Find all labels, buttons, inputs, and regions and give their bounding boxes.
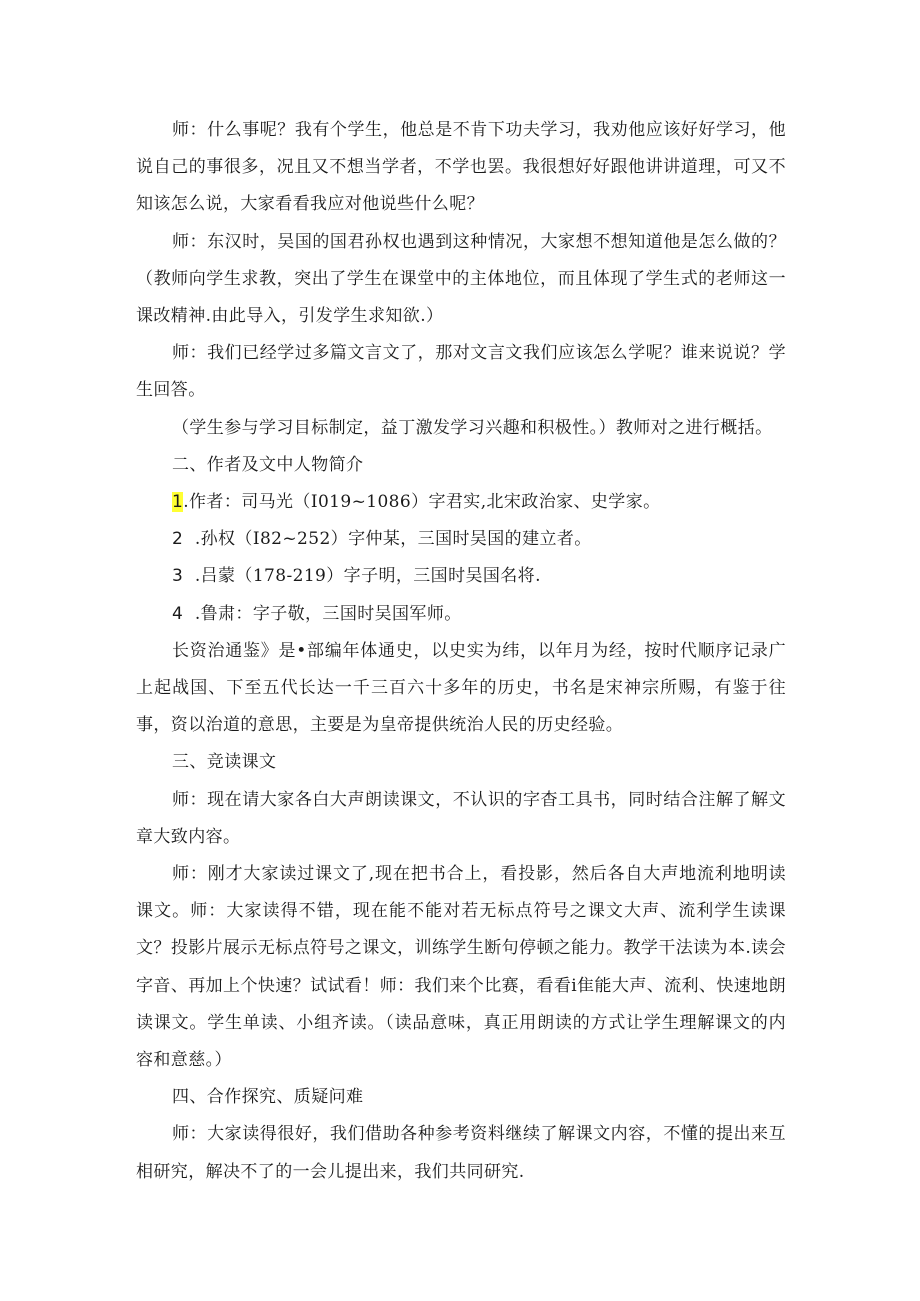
list-item-lv-meng bbox=[136, 558, 786, 595]
list-number-4: 4 bbox=[172, 603, 184, 624]
paragraph-how-to-learn: 师：我们已经学过多篇文言文了，那对文言文我们应该怎么学呢？谁来说说？学生回答。 bbox=[136, 343, 786, 401]
paragraph-read-aloud: 师：现在请大家各白大声朗读课文，不认识的字杳工具书，同时结合注解了解文章大致内容。 bbox=[136, 789, 786, 847]
document-body bbox=[136, 112, 786, 1191]
paragraph-zizhi-tongjian: 长资治通鉴》是•部编年体通史，以史实为纬，以年月为经，按时代顺序记录广上起战国、下至五代长达一千三百六十多年的历史，书名是宋神宗所赐，有鉴于往事，资以治道的意思，主要是为皇帝提供统治人民的历史经验。 bbox=[136, 640, 786, 736]
list-item-lu-su bbox=[136, 596, 786, 633]
list-text-1: .作者：司马光（I019~1086）字君实,北宋政治家、史学家。 bbox=[183, 492, 661, 513]
list-text-3: .吕蒙（178-219）字子明，三国时吴国名将. bbox=[183, 566, 541, 587]
paragraph-eastern-han: 师：东汉时，吴国的国君孙权也遇到这种情况，大家想不想知道他是怎么做的？（教师向学生求教，突出了学生在课堂中的主体地位，而且体现了学生式的老师这一课改精神.由此导入，引发学生求知欲.） bbox=[136, 231, 786, 327]
list-number-1: 1 bbox=[172, 492, 184, 513]
list-number-2: 2 bbox=[172, 529, 184, 550]
paragraph-intro-question: 师：什么事呢？我有个学生，他总是不肯下功夫学习，我劝他应该好好学习，他说自己的事很多，况且又不想当学者，不学也罢。我很想好好跟他讲讲道理，可又不知该怎么说，大家看看我应对他说些什么呢？ bbox=[136, 120, 786, 215]
list-item-sun-quan bbox=[136, 521, 786, 558]
section-heading-inquiry: 四、合作探究、质疑问难 bbox=[172, 1087, 364, 1108]
list-item-author bbox=[136, 484, 786, 521]
paragraph-cooperative-study: 师：大家读得很好，我们借助各种参考资料继续了解课文内容，不懂的提出来互相研究，解决不了的一会儿提出来，我们共同研究. bbox=[136, 1124, 786, 1182]
list-number-3: 3 bbox=[172, 566, 184, 587]
paragraph-learning-goals: （学生参与学习目标制定，益丁激发学习兴趣和积极性。）教师对之进行概括。 bbox=[172, 417, 773, 438]
list-text-2: .孙权（I82~252）字仲某，三国时吴国的建立者。 bbox=[183, 529, 592, 550]
paragraph-reading-practice: 师：刚才大家读过课文了,现在把书合上，看投影，然后各自大声地流利地明读课文。师：大家读得不错，现在能不能对若无标点符号之课文大声、流利学生读课文？投影片展示无标点符号之课文，训练学生断句停顿之能力。教学干法读为本.读会字音、再加上个快速？试试看！师：我们来个比赛，看看i隹能大声、流利、快速地朗读课文。学生单读、小组齐读。（读品意味，真正用朗读的方式让学生理解课文的内容和意慈。） bbox=[136, 864, 786, 1071]
section-heading-authors: 二、作者及文中人物简介 bbox=[172, 454, 364, 475]
section-heading-reading: 三、竞读课文 bbox=[172, 752, 277, 773]
list-text-4: .鲁肃：字子敬，三国时吴国军师。 bbox=[183, 603, 462, 624]
